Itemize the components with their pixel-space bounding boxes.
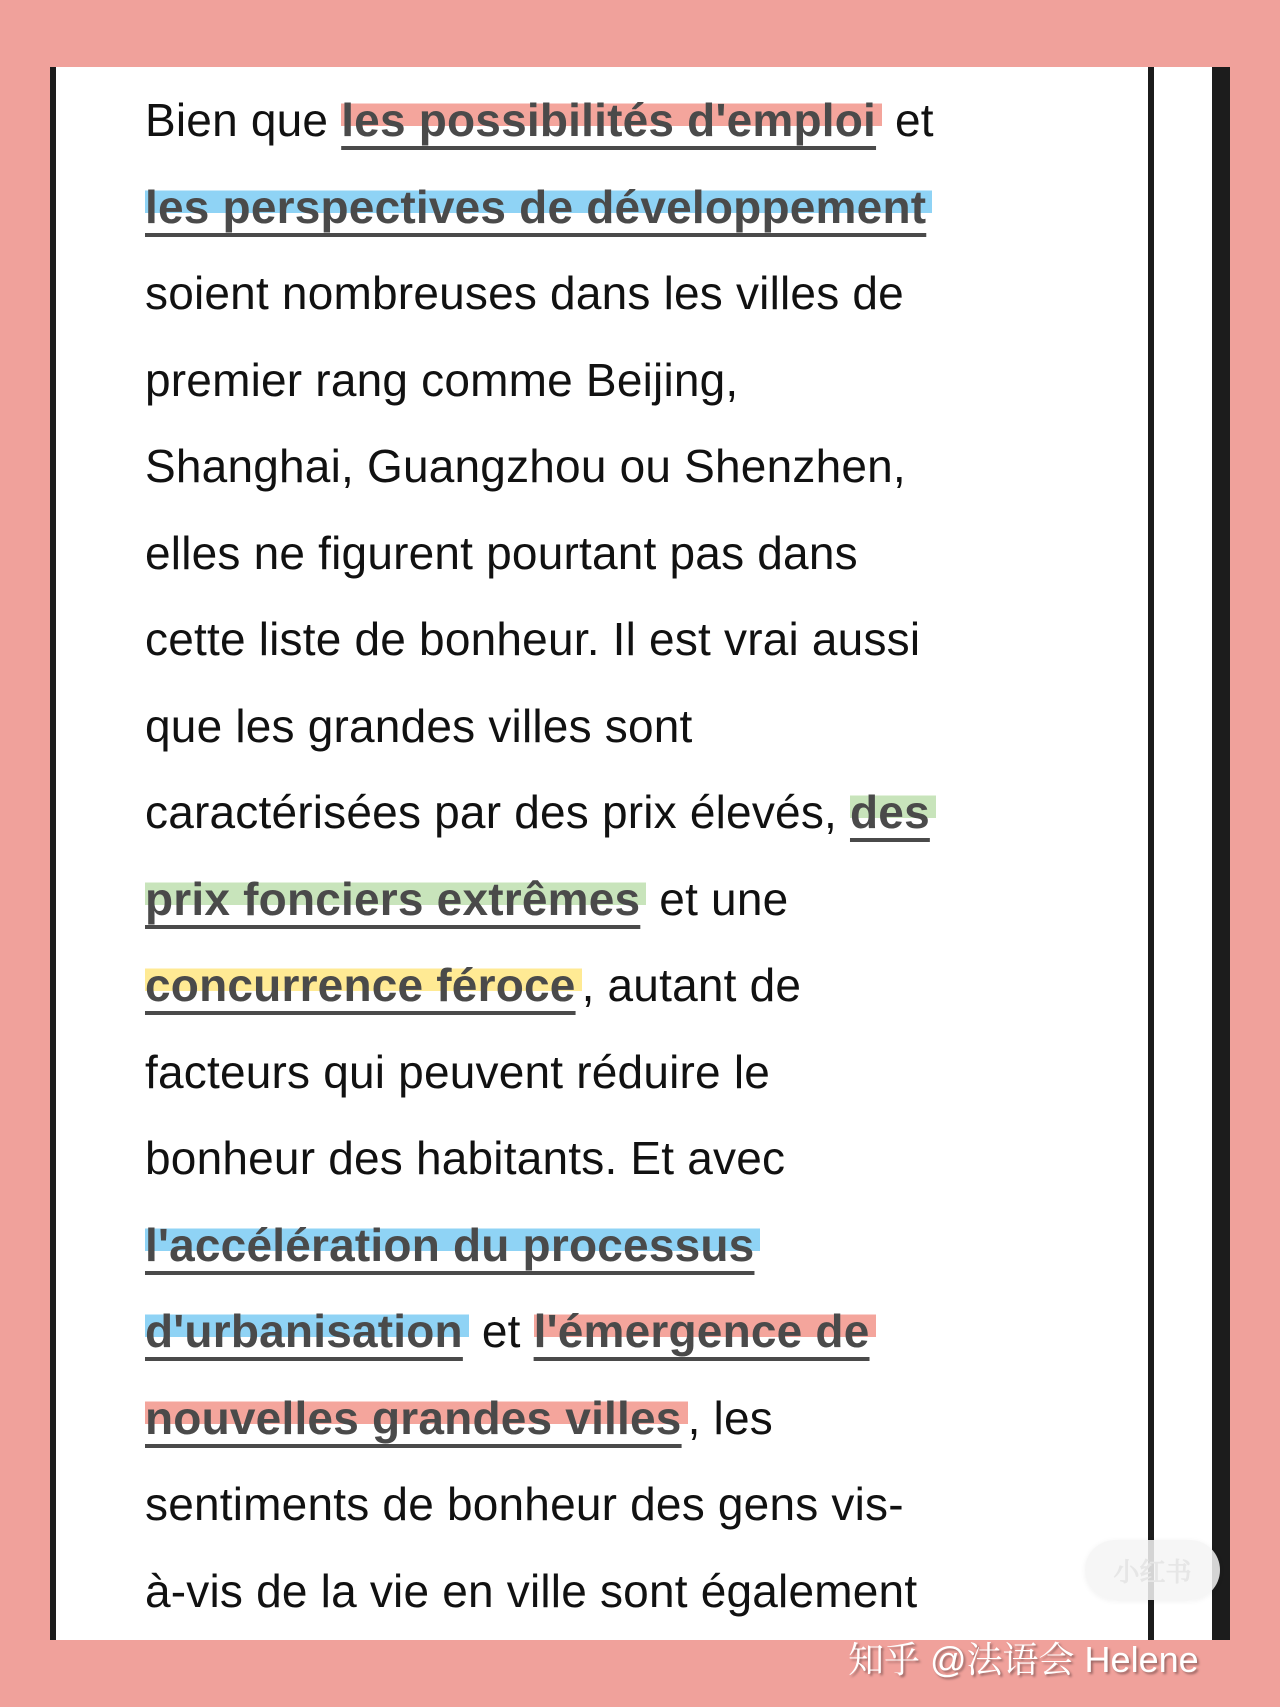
text-line: cette liste de bonheur. Il est vrai aussi (145, 613, 921, 665)
plain-text: et (882, 94, 934, 146)
plain-text: et (468, 1305, 534, 1357)
text-line (145, 942, 1145, 1029)
text-line (145, 1202, 1145, 1289)
plain-text: caractérisées par des prix élevés, (145, 786, 850, 838)
document-card (50, 67, 1230, 1640)
left-border (50, 67, 56, 1640)
plain-text: et une (646, 872, 789, 925)
highlight-green: prix fonciers extrêmes (145, 873, 646, 925)
text-line: elles ne figurent pourtant pas dans (145, 526, 858, 579)
text-line: sentiments de bonheur des gens vis- (145, 1478, 904, 1530)
xiaohongshu-logo-icon: 小红书 (1113, 1556, 1192, 1587)
text-line (145, 77, 1145, 164)
inner-vertical-rule (1148, 67, 1154, 1640)
text-line (145, 164, 1145, 251)
text-line: que les grandes villes sont (145, 699, 693, 752)
text-line: Shanghai, Guangzhou ou Shenzhen, (145, 440, 906, 492)
right-border-bar (1212, 67, 1230, 1640)
highlight-blue: les perspectives de développement (145, 181, 932, 233)
text-line: bonheur des habitants. Et avec (145, 1132, 786, 1184)
watermark: 知乎 @法语会 Helene (848, 1639, 1199, 1680)
highlight-red: les possibilités d'emploi (341, 94, 882, 146)
plain-text: , les (687, 1391, 773, 1444)
highlight-blue: l'accélération du processus (145, 1219, 760, 1271)
plain-text: , autant de (581, 959, 802, 1011)
text-line: premier rang comme Beijing, (145, 353, 739, 406)
text-line: facteurs qui peuvent réduire le (145, 1045, 771, 1098)
text-line (145, 1288, 1145, 1375)
text-line (145, 1375, 1145, 1462)
text-line: à-vis de la vie en ville sont également (145, 1564, 918, 1617)
highlight-blue: d'urbanisation (145, 1305, 469, 1357)
highlight-yellow: concurrence féroce (145, 959, 582, 1011)
highlight-red: l'émergence de (534, 1305, 876, 1357)
highlight-green: des (850, 786, 936, 838)
text-line (145, 769, 1145, 856)
paragraph (145, 77, 1145, 1634)
xiaohongshu-badge[interactable] (1085, 1540, 1220, 1600)
text-line: soient nombreuses dans les villes de (145, 267, 904, 319)
highlight-red: nouvelles grandes villes (145, 1392, 688, 1444)
text-line (145, 856, 1145, 943)
plain-text: Bien que (145, 94, 342, 146)
